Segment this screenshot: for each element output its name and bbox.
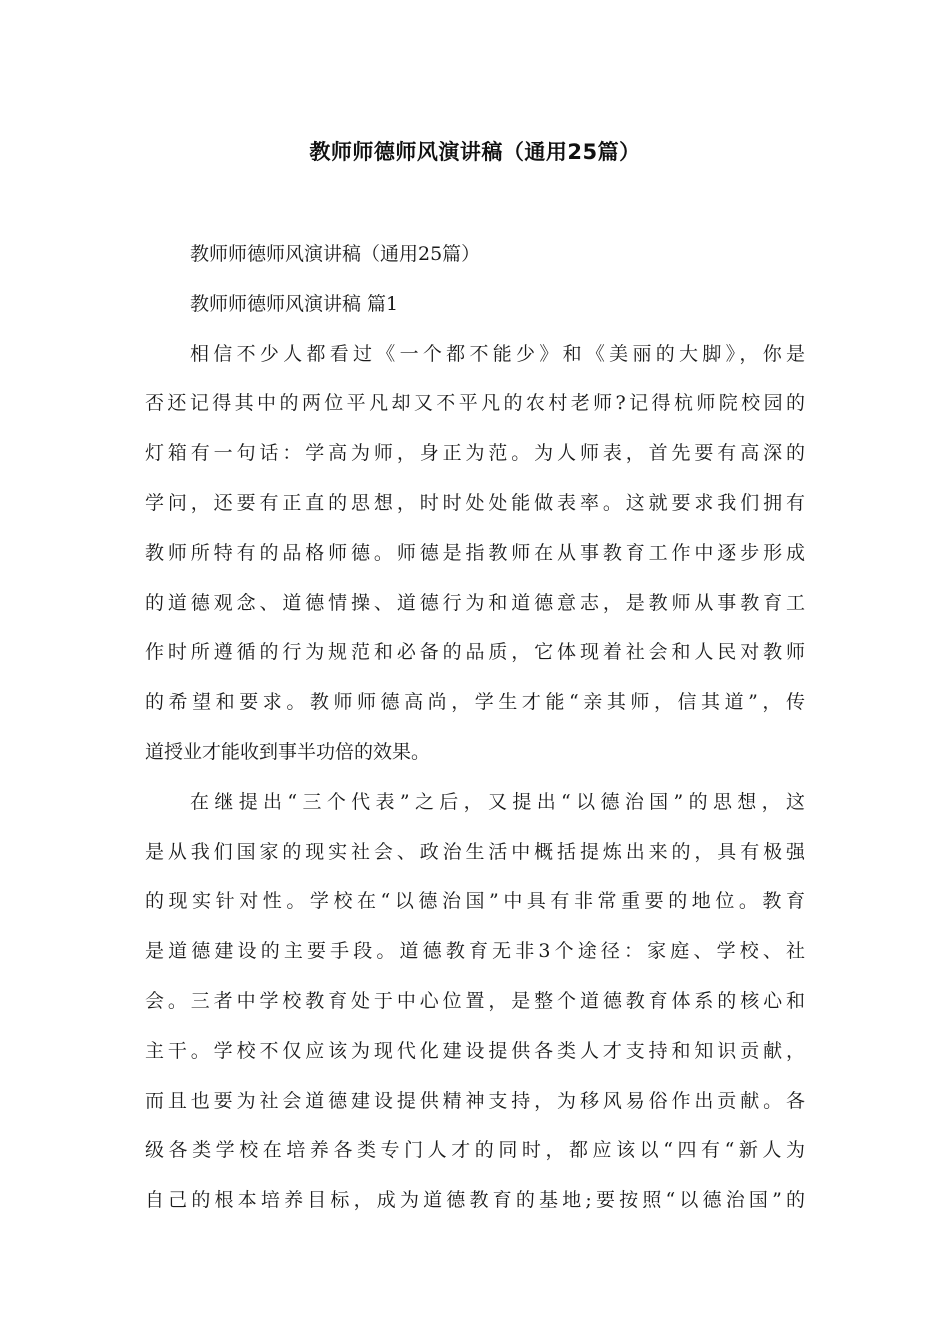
- paragraph-line: 灯箱有一句话：学高为师，身正为范。为人师表，首先要有高深的: [145, 442, 805, 465]
- document-body: [145, 230, 805, 1226]
- paragraph-line: 否还记得其中的两位平凡却又不平凡的农村老师?记得杭师院校园的: [145, 392, 805, 415]
- paragraph-line: 级各类学校在培养各类专门人才的同时，都应该以“四有“新人为: [145, 1139, 805, 1162]
- paragraph-line: 学问，还要有正直的思想，时时处处能做表率。这就要求我们拥有: [145, 491, 805, 514]
- paragraph-line: 在继提出“三个代表”之后，又提出“以德治国”的思想，这: [190, 790, 805, 813]
- paragraph-line: 是道德建设的主要手段。道德教育无非3个途径：家庭、学校、社: [145, 940, 805, 963]
- paragraph-line: 是从我们国家的现实社会、政治生活中概括提炼出来的，具有极强: [145, 840, 805, 863]
- paragraph-line: 而且也要为社会道德建设提供精神支持，为移风易俗作出贡献。各: [145, 1089, 805, 1112]
- paragraph-line: 的道德观念、道德情操、道德行为和道德意志，是教师从事教育工: [145, 591, 805, 614]
- paragraph-line: 道授业才能收到事半功倍的效果。: [145, 740, 431, 763]
- paragraph-line: 相信不少人都看过《一个都不能少》和《美丽的大脚》，你是: [190, 342, 805, 365]
- paragraph-line: 会。三者中学校教育处于中心位置，是整个道德教育体系的核心和: [145, 989, 805, 1012]
- document-title: 教师师德师风演讲稿（通用25篇）: [309, 140, 641, 164]
- subtitle-line: 教师师德师风演讲稿（通用25篇）: [190, 243, 481, 265]
- paragraph-line: 自己的根本培养目标，成为道德教育的基地;要按照“以德治国”的: [145, 1189, 805, 1212]
- paragraph-line: 作时所遵循的行为规范和必备的品质，它体现着社会和人民对教师: [145, 641, 805, 664]
- paragraph-line: 的希望和要求。教师师德高尚，学生才能“亲其师，信其道”，传: [145, 691, 805, 714]
- paragraph-line: 主干。学校不仅应该为现代化建设提供各类人才支持和知识贡献，: [145, 1039, 805, 1062]
- paragraph-1: [145, 330, 805, 778]
- paragraph-line: 的现实针对性。学校在“以德治国”中具有非常重要的地位。教育: [145, 890, 805, 913]
- section-heading: 教师师德师风演讲稿 篇1: [190, 292, 399, 315]
- paragraph-line: 教师所特有的品格师德。师德是指教师在从事教育工作中逐步形成: [145, 541, 805, 564]
- paragraph-2: [145, 778, 805, 1226]
